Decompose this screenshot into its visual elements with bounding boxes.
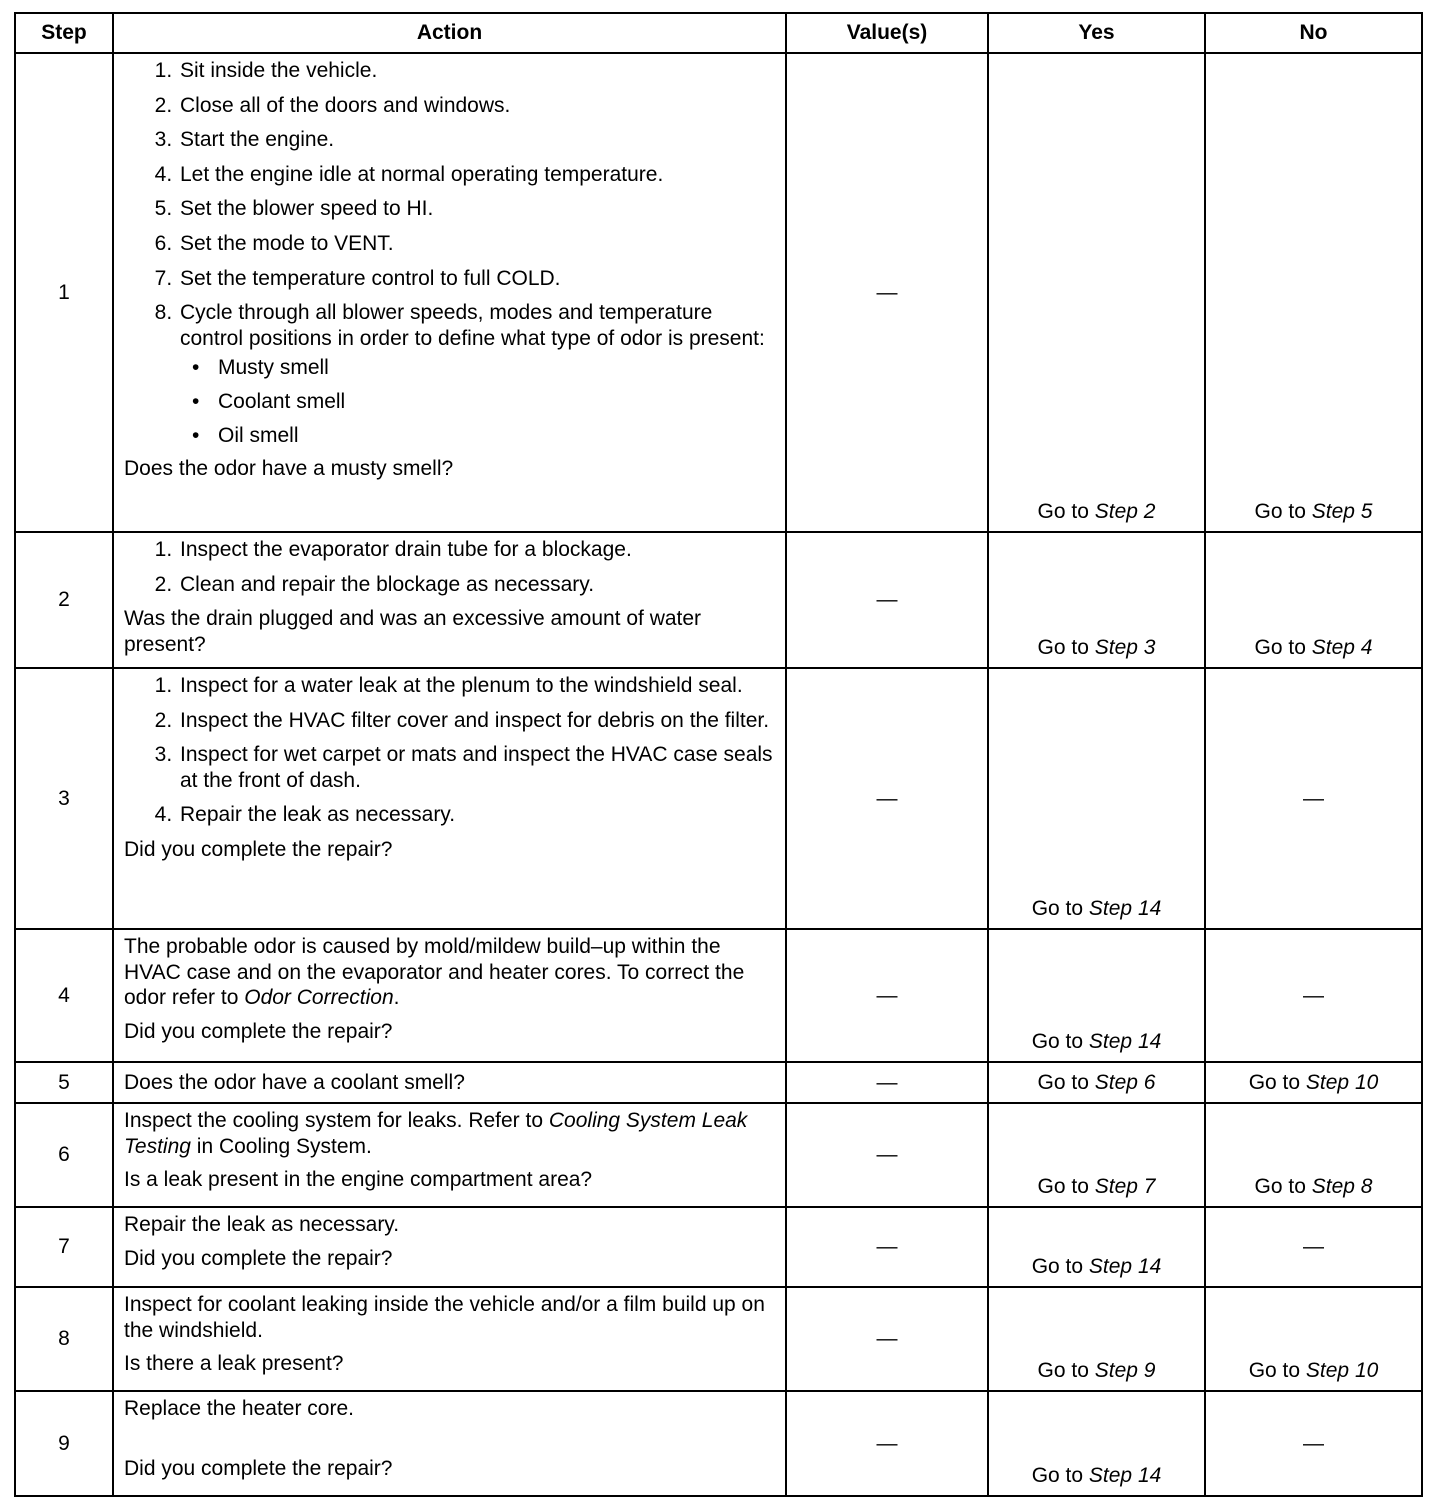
no-cell: — (1205, 1207, 1422, 1287)
no-cell (1205, 53, 1422, 532)
action-cell (113, 53, 786, 532)
action-cell (113, 1103, 786, 1207)
yes-cell (988, 668, 1205, 929)
table-row (15, 668, 1422, 929)
list-item: 3. Start the engine. (178, 127, 777, 153)
step-ref: Step 3 (1094, 636, 1156, 660)
value-cell: — (786, 1207, 988, 1287)
step-ref: Step 14 (1088, 897, 1162, 921)
question: Is there a leak present? (124, 1352, 344, 1376)
question: Did you complete the repair? (124, 1246, 393, 1270)
no-cell (1205, 532, 1422, 668)
step-number: 4 (15, 929, 113, 1062)
list-item: 7. Set the temperature control to full COLD. (178, 266, 777, 292)
list-item: 4. Let the engine idle at normal operating temperature. (178, 162, 777, 188)
list-item: 2. Inspect the HVAC filter cover and inspect for debris on the filter. (178, 708, 777, 734)
step-number: 2 (15, 532, 113, 668)
yes-cell (988, 1391, 1205, 1496)
header-step: Step (15, 13, 113, 53)
header-action: Action (113, 13, 786, 53)
bullet-text: Oil smell (218, 423, 299, 447)
no-cell: — (1205, 929, 1422, 1062)
step-ref: Step 6 (1094, 1070, 1156, 1094)
table-row (15, 532, 1422, 668)
table-row (15, 1287, 1422, 1391)
header-values: Value(s) (786, 13, 988, 53)
action-text: Replace the heater core. (124, 1397, 354, 1420)
step-number: 3 (15, 668, 113, 929)
list-item: 5. Set the blower speed to HI. (178, 196, 777, 222)
table-row (15, 1062, 1422, 1103)
step-ref: Step 8 (1311, 1175, 1373, 1199)
action-cell (113, 532, 786, 668)
step-number: 1 (15, 53, 113, 532)
value-cell: — (786, 1287, 988, 1391)
value-cell: — (786, 1103, 988, 1207)
step-ref: Step 14 (1088, 1464, 1162, 1488)
yes-cell (988, 53, 1205, 532)
no-cell (1205, 1062, 1422, 1103)
action-text: Repair the leak as necessary. (124, 1213, 400, 1236)
step-ref: Step 9 (1094, 1359, 1156, 1383)
no-cell: — (1205, 668, 1422, 929)
bullet-item: • Coolant smell (192, 390, 346, 414)
step-number: 8 (15, 1287, 113, 1391)
no-cell (1205, 1103, 1422, 1207)
table-row (15, 53, 1422, 532)
yes-cell (988, 1103, 1205, 1207)
action-text-start: Inspect the cooling system for leaks. Refer to (124, 1109, 549, 1132)
action-list (124, 537, 777, 597)
question: Did you complete the repair? (124, 838, 393, 862)
no-cell: — (1205, 1391, 1422, 1496)
question: Is a leak present in the engine compartment area? (124, 1168, 593, 1192)
go-to-label: Go to (1037, 1175, 1089, 1199)
list-item: 4. Repair the leak as necessary. (178, 802, 777, 828)
question: Does the odor have a coolant smell? (124, 1070, 465, 1094)
go-to-label: Go to (1031, 1255, 1084, 1279)
list-item: 1. Inspect for a water leak at the plenum to the windshield seal. (178, 673, 777, 699)
question: Did you complete the repair? (124, 1019, 393, 1043)
step-ref: Step 14 (1088, 1030, 1162, 1054)
go-to-label: Go to (1254, 500, 1306, 524)
go-to-label: Go to (1254, 1175, 1306, 1199)
action-list (124, 673, 777, 828)
go-to-label: Go to (1248, 1359, 1301, 1383)
bullet-item: • Musty smell (192, 356, 329, 380)
table-row (15, 1391, 1422, 1496)
list-item: 1. Inspect the evaporator drain tube for a blockage. (178, 537, 777, 563)
list-item: 2. Clean and repair the blockage as necessary. (178, 572, 777, 598)
bullet-text: Coolant smell (218, 390, 346, 414)
step-ref: Step 10 (1305, 1070, 1379, 1094)
yes-cell (988, 1062, 1205, 1103)
question: Was the drain plugged and was an excessive amount of water present? (124, 607, 702, 656)
yes-cell (988, 1207, 1205, 1287)
action-cell (113, 1391, 786, 1496)
action-text (124, 1108, 777, 1159)
header-yes: Yes (988, 13, 1205, 53)
list-item: 6. Set the mode to VENT. (178, 231, 777, 257)
go-to-label: Go to (1254, 636, 1306, 660)
question: Does the odor have a musty smell? (124, 457, 454, 481)
step-number: 6 (15, 1103, 113, 1207)
go-to-label: Go to (1037, 1070, 1089, 1094)
action-text (124, 934, 777, 1011)
go-to-label: Go to (1037, 500, 1089, 524)
yes-cell (988, 929, 1205, 1062)
step-ref: Step 7 (1094, 1175, 1156, 1199)
list-item: 1. Sit inside the vehicle. (178, 58, 777, 84)
step-number: 9 (15, 1391, 113, 1496)
go-to-label: Go to (1031, 1464, 1084, 1488)
yes-cell (988, 1287, 1205, 1391)
go-to-label: Go to (1037, 1359, 1089, 1383)
bullet-item: • Oil smell (192, 423, 299, 447)
step-ref: Step 4 (1311, 636, 1373, 660)
reference-link: Cooling System Leak Testing (124, 1109, 748, 1158)
question: Did you complete the repair? (124, 1456, 393, 1480)
yes-cell (988, 532, 1205, 668)
go-to-label: Go to (1031, 1030, 1084, 1054)
list-item (178, 300, 777, 448)
step-number: 5 (15, 1062, 113, 1103)
table-row (15, 929, 1422, 1062)
diagnostic-table (14, 12, 1423, 1497)
action-cell (113, 1062, 786, 1103)
no-cell (1205, 1287, 1422, 1391)
list-item-text: Cycle through all blower speeds, modes and temperature control positions in order to define what type of odor is present: (180, 301, 765, 350)
step-ref: Step 2 (1094, 500, 1156, 524)
step-ref: Step 10 (1305, 1359, 1379, 1383)
table-row (15, 1207, 1422, 1287)
table-row (15, 1103, 1422, 1207)
go-to-label: Go to (1031, 897, 1084, 921)
go-to-label: Go to (1248, 1070, 1301, 1094)
action-list (124, 58, 777, 448)
value-cell: — (786, 929, 988, 1062)
action-text-start: The probable odor is caused by mold/mildew build–up within the HVAC case and on the evaporator and heater cores. To correct the odor refer to (124, 935, 745, 1010)
action-cell (113, 1207, 786, 1287)
step-number: 7 (15, 1207, 113, 1287)
action-cell (113, 668, 786, 929)
header-no: No (1205, 13, 1422, 53)
value-cell: — (786, 1391, 988, 1496)
action-cell (113, 1287, 786, 1391)
header-row (15, 13, 1422, 53)
value-cell: — (786, 53, 988, 532)
value-cell: — (786, 668, 988, 929)
bullet-text: Musty smell (218, 356, 329, 380)
action-cell (113, 929, 786, 1062)
step-ref: Step 5 (1311, 500, 1373, 524)
go-to-label: Go to (1037, 636, 1089, 660)
step-ref: Step 14 (1088, 1255, 1162, 1279)
list-item: 2. Close all of the doors and windows. (178, 93, 777, 119)
odor-bullets (180, 355, 777, 448)
reference-link: Odor Correction (244, 986, 394, 1010)
action-text: Inspect for coolant leaking inside the vehicle and/or a film build up on the windshield. (124, 1293, 765, 1342)
action-text-end: in Cooling System. (190, 1134, 372, 1158)
value-cell: — (786, 532, 988, 668)
value-cell: — (786, 1062, 988, 1103)
action-text-end: . (393, 986, 400, 1010)
list-item: 3. Inspect for wet carpet or mats and inspect the HVAC case seals at the front of dash. (178, 742, 777, 793)
